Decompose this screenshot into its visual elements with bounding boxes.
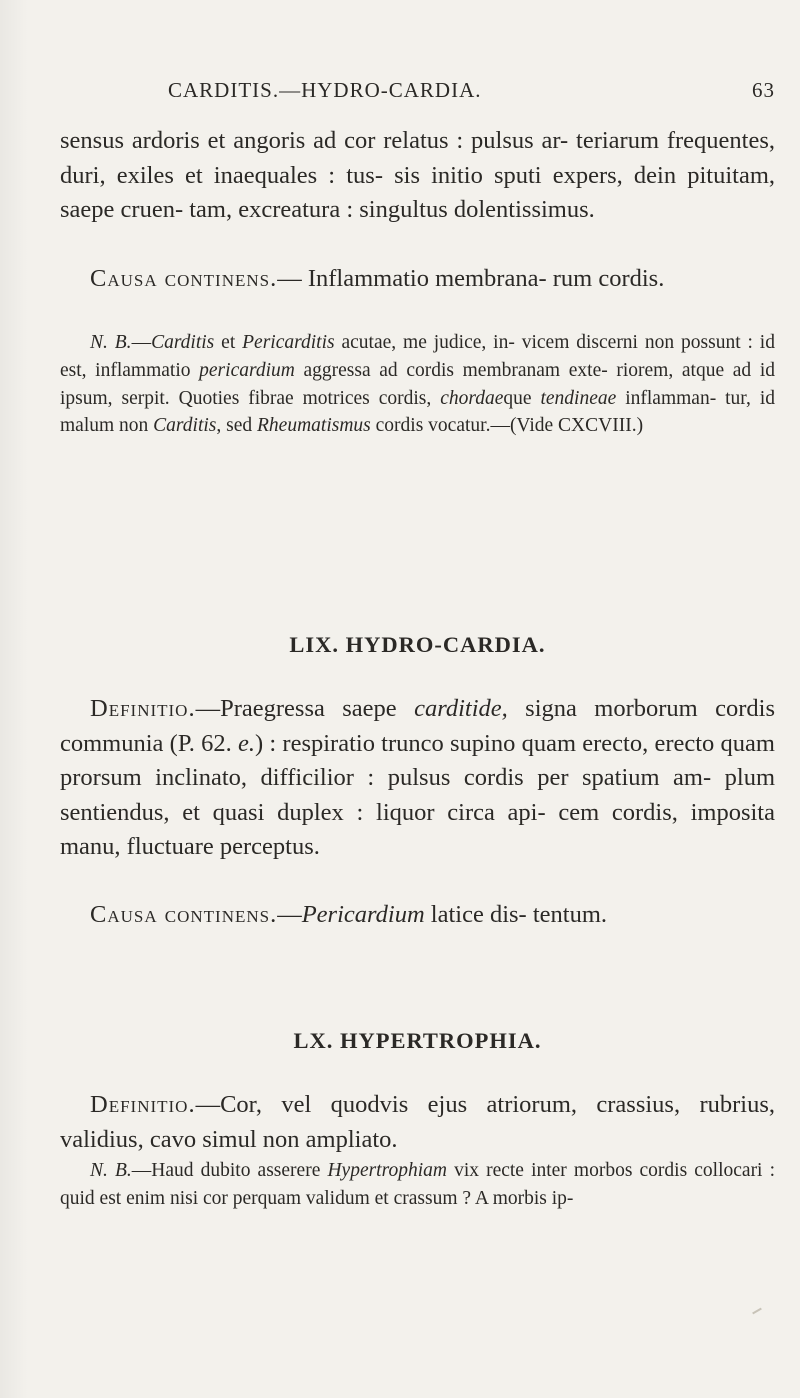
paragraph-causa-continens-carditis: [60, 262, 775, 297]
note-label: N. B.: [90, 332, 132, 353]
causa-label: Causa continens.: [90, 265, 278, 292]
running-header: [60, 78, 775, 110]
page-gutter-shadow: [0, 0, 28, 1398]
causa-label: Causa continens.: [90, 901, 278, 928]
definitio-label: Definitio.: [90, 1091, 196, 1118]
paragraph-definitio-hypertrophia: Definitio.—Cor, vel quodvis ejus atriorum, crassius, rubrius, validius, cavo simul non ampliato.: [60, 1091, 775, 1153]
causa-text: — Inflammatio membrana- rum cordis.: [277, 265, 665, 292]
paper-speck: [752, 1308, 762, 1315]
note-carditis: N. B.—Carditis et Pericarditis acutae, me judice, in- vicem discerni non possunt : id est, inflammatio pericardium aggressa ad cordis membranam exte- riorem, atque ad id ipsum, serpit. Quoties fibrae motrices cordis, chordaeque tendineae inflamman- tur, id malum non Carditis, sed Rheumatismus cordis vocatur.—(Vide CXCVIII.): [60, 332, 775, 437]
section-heading-hydro-cardia: LIX. HYDRO-CARDIA.: [289, 632, 546, 657]
paragraph-definitio-hydro-cardia: Definitio.—Praegressa saepe carditide, signa morborum cordis communia (P. 62. e.) : respiratio trunco supino quam erecto, erecto quam prorsum inclinato, difficilior : pulsus cordis per spatium am- plum sentiendus, et quasi duplex : liquor circa api- cem cordis, imposita manu, fluctuare perceptus.: [60, 695, 775, 860]
note-label: N. B.: [90, 1160, 132, 1181]
page-number: 63: [752, 78, 775, 102]
note-hypertrophia: N. B.—Haud dubito asserere Hypertrophiam vix recte inter morbos cordis collocari : quid est enim nisi cor perquam validum et crassum ? A morbis ip-: [60, 1160, 775, 1209]
section-heading-hypertrophia: LX. HYPERTROPHIA.: [293, 1028, 542, 1053]
paragraph-text: sensus ardoris et angoris ad cor relatus : pulsus ar- teriarum frequentes, duri, exiles et inaequales : tus- sis initio sputi expers, dein pituitam, saepe cruen- tam, excreatura : singultus dolentissimus.: [60, 127, 775, 223]
definitio-label: Definitio.: [90, 695, 196, 722]
running-header-title: CARDITIS.—HYDRO-CARDIA.: [168, 78, 482, 102]
paragraph-causa-continens-hydro-cardia: Causa continens.—Pericardium latice dis- tentum.: [90, 901, 607, 928]
paragraph-symptoms-continued: [60, 124, 775, 228]
